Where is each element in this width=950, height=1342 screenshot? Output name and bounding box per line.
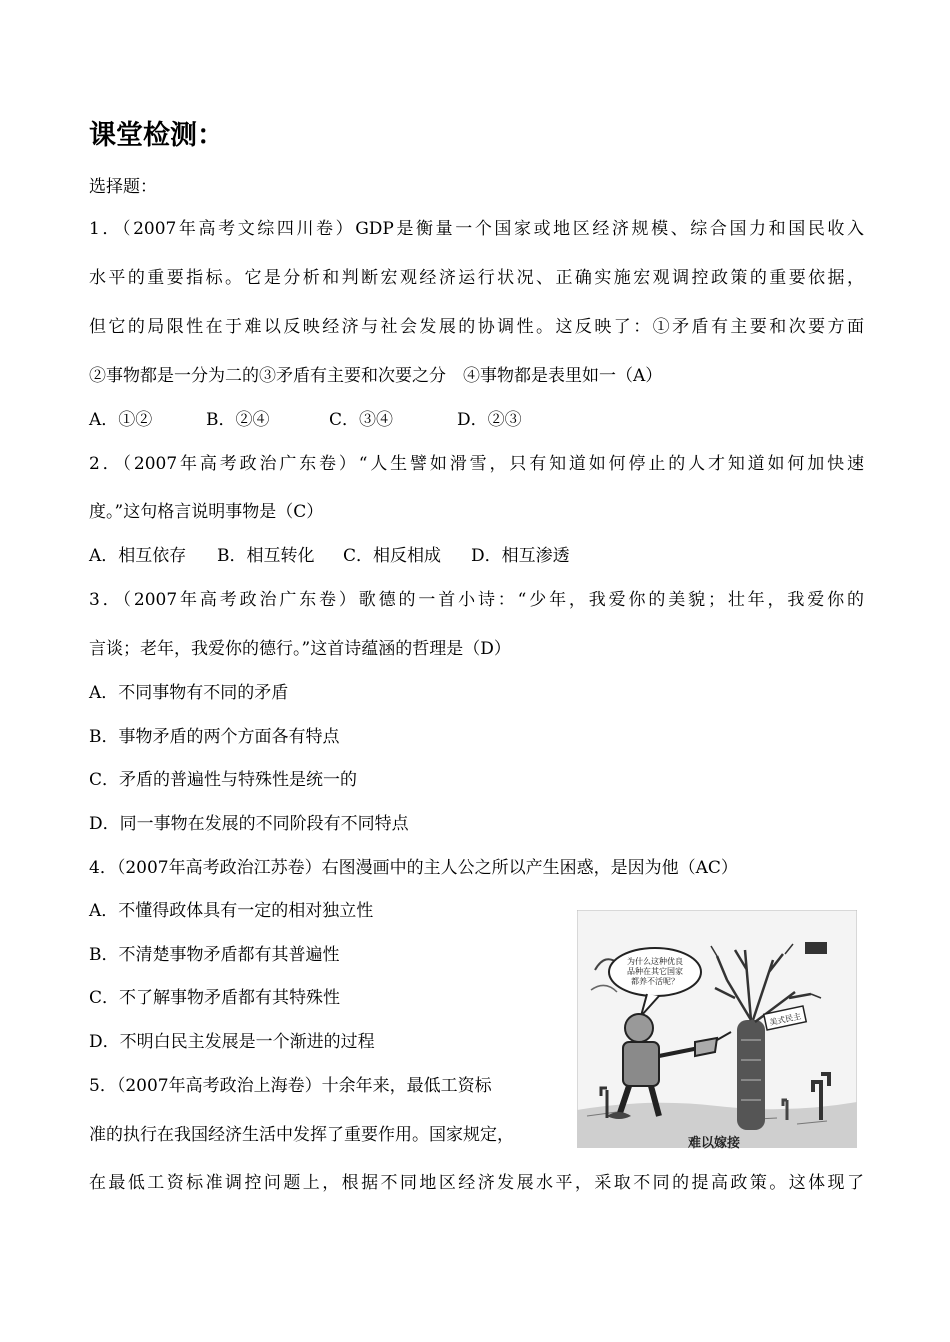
q4-option-d: D．不明白民主发展是一个渐进的过程	[89, 1032, 375, 1052]
q1-option-d: D．②③	[457, 410, 522, 430]
q1-line-1: 1．（2007年高考文综四川卷）GDP是衡量一个国家或地区经济规模、综合国力和国民收入	[89, 219, 864, 239]
q5-line-2: 准的执行在我国经济生活中发挥了重要作用。国家规定，	[89, 1125, 514, 1145]
q3-line-1: 3．（2007年高考政治广东卷）歌德的一首小诗：“少年，我爱你的美貌；壮年，我爱你的	[89, 590, 864, 610]
q4-option-b: B．不清楚事物矛盾都有其普遍性	[89, 945, 340, 965]
cartoon-sign-text: 美式民主	[768, 1011, 802, 1028]
q1-option-b: B．②④	[206, 410, 270, 430]
q4-option-a: A．不懂得政体具有一定的相对独立性	[89, 901, 374, 921]
q3-option-b: B．事物矛盾的两个方面各有特点	[89, 727, 340, 747]
q1-line-4: ②事物都是一分为二的③矛盾有主要和次要之分 ④事物都是表里如一（A）	[89, 366, 663, 386]
q2-option-d: D．相互渗透	[471, 546, 570, 566]
q5-line-3: 在最低工资标准调控问题上，根据不同地区经济发展水平，采取不同的提高政策。这体现了	[89, 1173, 864, 1193]
q3-option-c: C．矛盾的普遍性与特殊性是统一的	[89, 770, 358, 790]
q2-option-a: A．相互依存	[89, 546, 187, 566]
q2-line-1: 2．（2007年高考政治广东卷）“人生譬如滑雪，只有知道如何停止的人才知道如何加快速	[89, 454, 864, 474]
cartoon-illustration	[577, 910, 857, 1148]
q5-line-1: 5．（2007年高考政治上海卷）十余年来，最低工资标	[89, 1076, 492, 1096]
cartoon-bubble-line-2: 品种在其它国家	[627, 967, 683, 976]
q2-option-b: B．相互转化	[217, 546, 315, 566]
cartoon-bubble-line-1: 为什么这种优良	[627, 957, 683, 966]
q1-line-3: 但它的局限性在于难以反映经济与社会发展的协调性。这反映了：①矛盾有主要和次要方面	[89, 317, 864, 337]
q2-line-2: 度。”这句格言说明事物是（C）	[89, 502, 324, 522]
section-label: 选择题：	[89, 177, 157, 197]
q4-option-c: C．不了解事物矛盾都有其特殊性	[89, 988, 341, 1008]
q3-option-a: A．不同事物有不同的矛盾	[89, 683, 289, 703]
q3-line-2: 言谈；老年，我爱你的德行。”这首诗蕴涵的哲理是（D）	[89, 639, 511, 659]
q3-option-d: D．同一事物在发展的不同阶段有不同特点	[89, 814, 409, 834]
q1-line-2: 水平的重要指标。它是分析和判断宏观经济运行状况、正确实施宏观调控政策的重要依据，	[89, 268, 864, 288]
q1-option-c: C．③④	[329, 410, 394, 430]
page-title: 课堂检测：	[89, 120, 224, 151]
q1-option-a: A．①②	[89, 410, 153, 430]
q1-options	[89, 408, 522, 432]
cartoon-caption: 难以嫁接	[688, 1136, 741, 1151]
q2-options	[89, 544, 570, 568]
cartoon-bubble-line-3: 都养不活呢？	[631, 977, 679, 986]
q4-line-1: 4．（2007年高考政治江苏卷）右图漫画中的主人公之所以产生困惑，是因为他（AC）	[89, 858, 738, 878]
q2-option-c: C．相反相成	[343, 546, 442, 566]
